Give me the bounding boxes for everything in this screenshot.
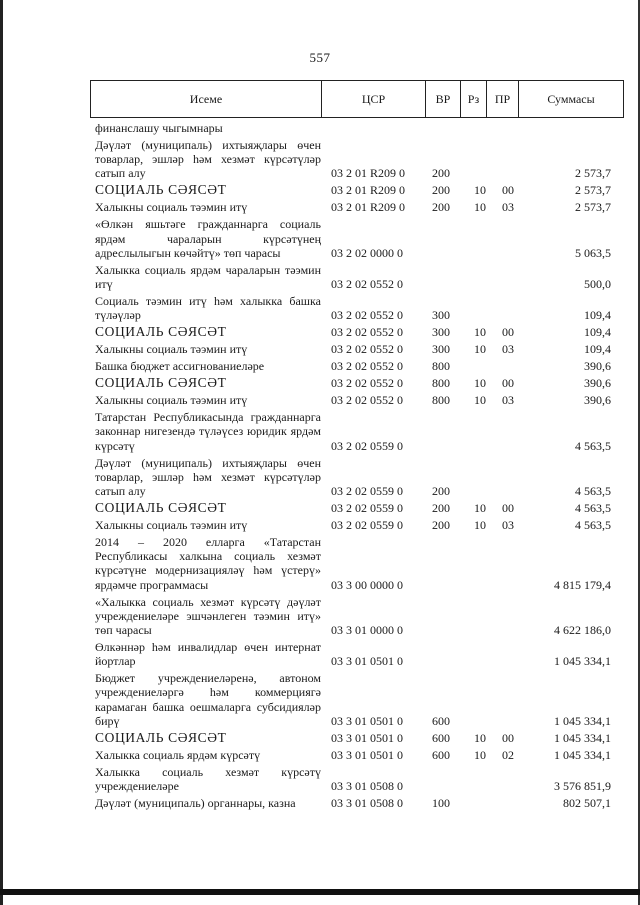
cell-vr: 200 — [432, 484, 450, 499]
cell-name: Башка бюджет ассигнованиеләре — [95, 359, 265, 374]
cell-csr: 03 2 02 0552 0 — [331, 342, 403, 357]
table-row — [95, 359, 611, 373]
cell-csr: 03 3 01 0508 0 — [331, 779, 403, 794]
cell-csr: 03 3 01 0000 0 — [331, 623, 403, 638]
cell-sum: 4 563,5 — [575, 518, 611, 533]
table-row — [95, 263, 611, 291]
cell-sum: 4 815 179,4 — [554, 577, 611, 592]
cell-sum: 1 045 334,1 — [554, 730, 611, 745]
cell-csr: 03 2 02 0559 0 — [331, 518, 403, 533]
cell-sum: 390,6 — [584, 376, 611, 391]
cell-sum: 109,4 — [584, 325, 611, 340]
table-row — [95, 796, 611, 810]
scan-left-edge — [0, 0, 3, 905]
cell-sum: 390,6 — [584, 393, 611, 408]
cell-csr: 03 2 02 0552 0 — [331, 376, 403, 391]
cell-sum: 4 563,5 — [575, 484, 611, 499]
cell-csr: 03 2 02 0552 0 — [331, 325, 403, 340]
header-name: Исеме — [91, 81, 322, 117]
cell-vr: 800 — [432, 376, 450, 391]
cell-sum: 2 573,7 — [575, 183, 611, 198]
cell-name: «Халыкка социаль хезмәт күрсәтү дәүләт учреждениеләре эшчәнлеген тәэмин итү» төп чарасы — [95, 594, 321, 638]
table-row — [95, 138, 611, 181]
cell-vr: 200 — [432, 518, 450, 533]
page-number: 557 — [309, 50, 331, 65]
cell-vr: 300 — [432, 308, 450, 323]
cell-csr: 03 3 01 0501 0 — [331, 747, 403, 762]
cell-vr: 300 — [432, 325, 450, 340]
cell-pr: 03 — [502, 200, 514, 215]
cell-csr: 03 2 02 0000 0 — [331, 245, 403, 260]
cell-vr: 800 — [432, 393, 450, 408]
cell-vr: 600 — [432, 730, 450, 745]
cell-sum: 2 573,7 — [575, 200, 611, 215]
table-row — [95, 535, 611, 592]
cell-vr: 800 — [432, 359, 450, 374]
table-row — [95, 376, 611, 390]
cell-rz: 10 — [474, 342, 486, 357]
cell-pr: 00 — [502, 730, 514, 745]
cell-name: Халыкны социаль тәэмин итү — [95, 393, 248, 408]
cell-sum: 802 507,1 — [563, 796, 611, 811]
cell-pr: 03 — [502, 342, 514, 357]
table-header — [90, 80, 624, 118]
cell-rz: 10 — [474, 376, 486, 391]
table-row — [95, 456, 611, 499]
cell-name: СОЦИАЛЬ СӘЯСӘТ — [95, 375, 227, 391]
table-row — [95, 294, 611, 322]
cell-sum: 390,6 — [584, 359, 611, 374]
table-row — [95, 325, 611, 339]
cell-csr: 03 3 01 0501 0 — [331, 713, 403, 728]
cell-rz: 10 — [474, 501, 486, 516]
table-row — [95, 121, 611, 135]
cell-rz: 10 — [474, 325, 486, 340]
table-row — [95, 765, 611, 793]
cell-vr: 100 — [432, 796, 450, 811]
table-row — [95, 410, 611, 453]
cell-csr: 03 2 01 R209 0 — [331, 183, 406, 198]
cell-vr: 600 — [432, 747, 450, 762]
cell-pr: 02 — [502, 747, 514, 762]
cell-name: Татарстан Республикасында гражданнарга законнар нигезендә түләүсез юридик ярдәм күрсәтү — [95, 410, 321, 453]
table-row — [95, 671, 611, 728]
header-csr: ЦСР — [322, 81, 426, 117]
cell-name: СОЦИАЛЬ СӘЯСӘТ — [95, 324, 227, 340]
cell-sum: 4 563,5 — [575, 438, 611, 453]
cell-csr: 03 3 01 0501 0 — [331, 730, 403, 745]
cell-name: Халыкка социаль ярдәм күрсәтү — [95, 747, 261, 762]
cell-vr: 200 — [432, 183, 450, 198]
cell-vr: 300 — [432, 342, 450, 357]
cell-rz: 10 — [474, 518, 486, 533]
cell-name: Халыкны социаль тәэмин итү — [95, 518, 248, 533]
cell-vr: 200 — [432, 200, 450, 215]
cell-name: Дәүләт (муниципаль) органнары, казна — [95, 796, 296, 811]
cell-sum: 1 045 334,1 — [554, 713, 611, 728]
cell-name: Дәүләт (муниципаль) ихтыяҗлары өчен товарлар, эшләр һәм хезмәт күрсәтүләр сатып алу — [95, 138, 321, 181]
header-sum: Суммасы — [547, 91, 595, 106]
table-row — [95, 518, 611, 532]
cell-name: СОЦИАЛЬ СӘЯСӘТ — [95, 729, 227, 745]
table-row — [95, 200, 611, 214]
header-pr: ПР — [487, 81, 519, 117]
table-row — [95, 748, 611, 762]
cell-rz: 10 — [474, 183, 486, 198]
cell-name: «Өлкән яшьтәге гражданнарга социаль ярдәм чараларын күрсәтүнең адреслылыгын көчәйтү» төп чарасы — [95, 217, 321, 260]
table-row — [95, 342, 611, 356]
table-row — [95, 501, 611, 515]
cell-name: 2014 – 2020 елларга «Татарстан Республикасы халкына социаль хезмәт күрсәтүне модернизацияләү һәм үстерү» ярдәмче программасы — [95, 535, 321, 592]
cell-rz: 10 — [474, 730, 486, 745]
cell-rz: 10 — [474, 393, 486, 408]
cell-name: Халыкка социаль хезмәт күрсәтү учреждениеләре — [95, 764, 321, 794]
cell-sum: 4 622 186,0 — [554, 623, 611, 638]
cell-name: Халыкны социаль тәэмин итү — [95, 200, 248, 215]
cell-csr: 03 2 02 0559 0 — [331, 501, 403, 516]
header-vr: ВР — [426, 81, 461, 117]
cell-csr: 03 2 02 0552 0 — [331, 393, 403, 408]
cell-sum: 109,4 — [584, 342, 611, 357]
table-row — [95, 640, 611, 668]
cell-name: Халыкны социаль тәэмин итү — [95, 342, 248, 357]
cell-pr: 00 — [502, 376, 514, 391]
cell-csr: 03 2 02 0559 0 — [331, 484, 403, 499]
cell-name: Социаль тәэмин итү һәм халыкка башка түләүләр — [95, 294, 321, 323]
cell-pr: 00 — [502, 183, 514, 198]
cell-vr: 200 — [432, 166, 450, 181]
cell-name: финанслашу чыгымнары — [95, 121, 223, 135]
budget-table-body — [95, 121, 611, 813]
header-rz: Рз — [461, 81, 487, 117]
cell-sum: 4 563,5 — [575, 501, 611, 516]
cell-csr: 03 3 01 0508 0 — [331, 796, 403, 811]
cell-csr: 03 2 02 0559 0 — [331, 438, 403, 453]
cell-pr: 03 — [502, 518, 514, 533]
cell-name: Бюджет учреждениеләренә, автоном учреждениеләргә һәм коммерциягә карамаган башка оешмаларга субсидияләр бирү — [95, 671, 321, 728]
cell-csr: 03 2 01 R209 0 — [331, 200, 406, 215]
table-row — [95, 183, 611, 197]
cell-vr: 200 — [432, 501, 450, 516]
cell-sum: 2 573,7 — [575, 166, 611, 181]
cell-name: Дәүләт (муниципаль) ихтыяҗлары өчен товарлар, эшләр һәм хезмәт күрсәтүләр сатып алу — [95, 455, 321, 499]
cell-csr: 03 2 02 0552 0 — [331, 308, 403, 323]
cell-csr: 03 2 01 R209 0 — [331, 166, 406, 181]
cell-name: СОЦИАЛЬ СӘЯСӘТ — [95, 500, 227, 516]
cell-name: Халыкка социаль ярдәм чараларын тәэмин итү — [95, 262, 321, 292]
cell-csr: 03 3 01 0501 0 — [331, 654, 403, 669]
cell-sum: 500,0 — [584, 277, 611, 292]
cell-vr: 600 — [432, 713, 450, 728]
cell-rz: 10 — [474, 747, 486, 762]
cell-sum: 1 045 334,1 — [554, 654, 611, 669]
cell-csr: 03 2 02 0552 0 — [331, 359, 403, 374]
cell-sum: 5 063,5 — [575, 245, 611, 260]
cell-pr: 00 — [502, 501, 514, 516]
table-row — [95, 731, 611, 745]
table-row — [95, 393, 611, 407]
scan-bottom-edge — [0, 889, 640, 895]
cell-csr: 03 3 00 0000 0 — [331, 577, 403, 592]
cell-pr: 00 — [502, 325, 514, 340]
table-row — [95, 217, 611, 260]
cell-sum: 1 045 334,1 — [554, 747, 611, 762]
table-row — [95, 595, 611, 638]
cell-csr: 03 2 02 0552 0 — [331, 277, 403, 292]
cell-name: СОЦИАЛЬ СӘЯСӘТ — [95, 182, 227, 198]
cell-name: Өлкәннәр һәм инвалидлар өчен интернат йортлар — [95, 640, 321, 669]
cell-pr: 03 — [502, 393, 514, 408]
cell-sum: 3 576 851,9 — [554, 779, 611, 794]
cell-rz: 10 — [474, 200, 486, 215]
cell-sum: 109,4 — [584, 308, 611, 323]
